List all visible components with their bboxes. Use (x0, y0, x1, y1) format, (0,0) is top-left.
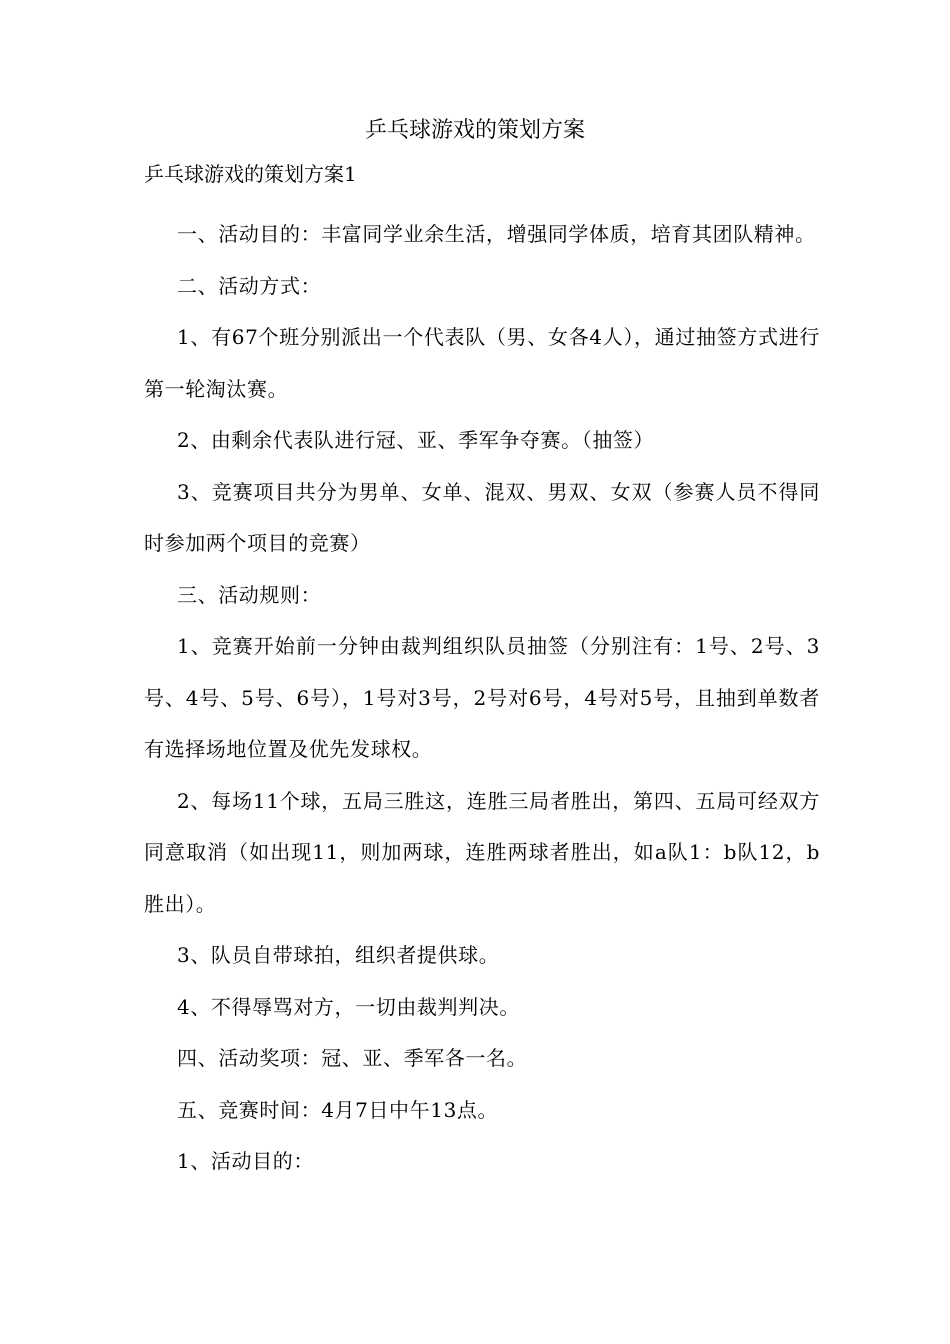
paragraph-method-1: 1、有67个班分别派出一个代表队（男、女各4人），通过抽签方式进行第一轮淘汰赛。 (144, 325, 820, 401)
paragraph-rule-2: 2、每场11个球，五局三胜这，连胜三局者胜出，第四、五局可经双方同意取消（如出现11，则加两球，连胜两球者胜出，如a队1：b队12，b胜出）。 (144, 788, 820, 916)
document-body (144, 209, 820, 1188)
document-subtitle: 乒乓球游戏的策划方案1 (144, 162, 357, 186)
paragraph-awards: 四、活动奖项：冠、亚、季军各一名。 (177, 1046, 528, 1070)
paragraph-method-heading: 二、活动方式： (177, 273, 322, 298)
paragraph-rules-heading: 三、活动规则： (177, 582, 322, 607)
paragraph-rule-4: 4、不得辱骂对方，一切由裁判判决。 (177, 994, 520, 1019)
paragraph-schedule: 五、竞赛时间：4月7日中午13点。 (177, 1097, 499, 1122)
document-title: 乒乓球游戏的策划方案 (364, 118, 585, 143)
paragraph-purpose: 一、活动目的：丰富同学业余生活，增强同学体质，培育其团队精神。 (177, 222, 816, 246)
paragraph-rule-1: 1、竞赛开始前一分钟由裁判组织队员抽签（分别注有：1号、2号、3号、4号、5号、6号），1号对3号，2号对6号，4号对5号，且抽到单数者有选择场地位置及优先发球权。 (144, 634, 820, 761)
paragraph-rule-3: 3、队员自带球拍，组织者提供球。 (177, 943, 500, 967)
paragraph-method-2: 2、由剩余代表队进行冠、亚、季军争夺赛。（抽签） (177, 428, 655, 452)
paragraph-purpose-2: 1、活动目的： (177, 1149, 314, 1173)
paragraph-method-3: 3、竞赛项目共分为男单、女单、混双、男双、女双（参赛人员不得同时参加两个项目的竞赛） (144, 479, 820, 555)
